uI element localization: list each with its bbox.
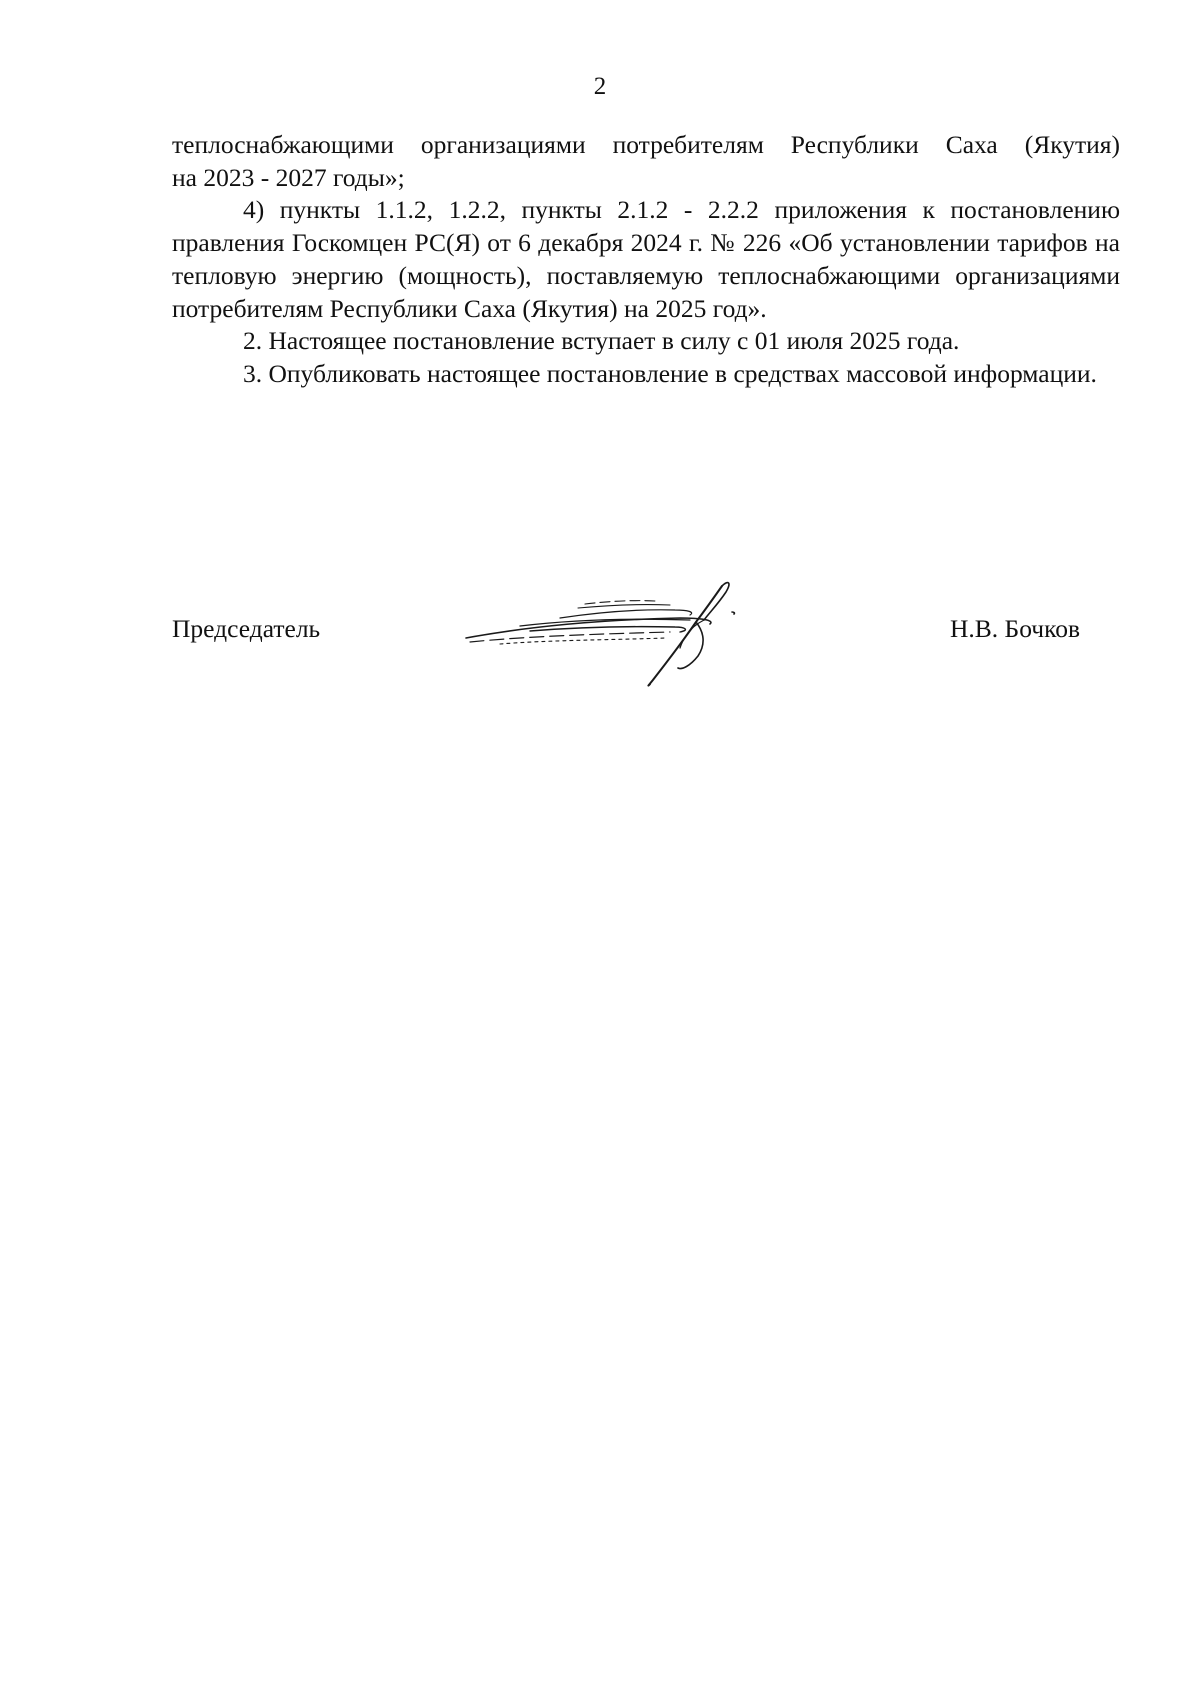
page-number: 2 [593,73,607,100]
paragraph-continuation-line-2: на 2023 - 2027 годы»; [172,162,405,192]
signatory-name: Н.В. Бочков [950,614,1080,643]
document-body [172,129,1120,391]
signatory-role: Председатель [172,614,321,643]
handwritten-signature-image [460,560,770,690]
paragraph-item-2-effective-date: 2. Настоящее постановление вступает в силу с 01 июля 2025 года. [243,326,960,356]
paragraph-item-3-publication: 3. Опубликовать настоящее постановление в средствах массовой информации. [243,358,1097,388]
paragraph-continuation-line-1: теплоснабжающими организациями потребителям Республики Саха (Якутия) [172,130,1120,159]
paragraph-item-4: 4) пункты 1.1.2, 1.2.2, пункты 2.1.2 - 2.2.2 приложения к постановлению правления Госкомцен РС(Я) от 6 декабря 2024 г. № 226 «Об установлении тарифов на тепловую энергию (мощность), поставляемую теплоснабжающими организациями потребителям Республики Саха (Якутия) на 2025 год». [172,195,1120,323]
signature-block [0,600,1200,680]
